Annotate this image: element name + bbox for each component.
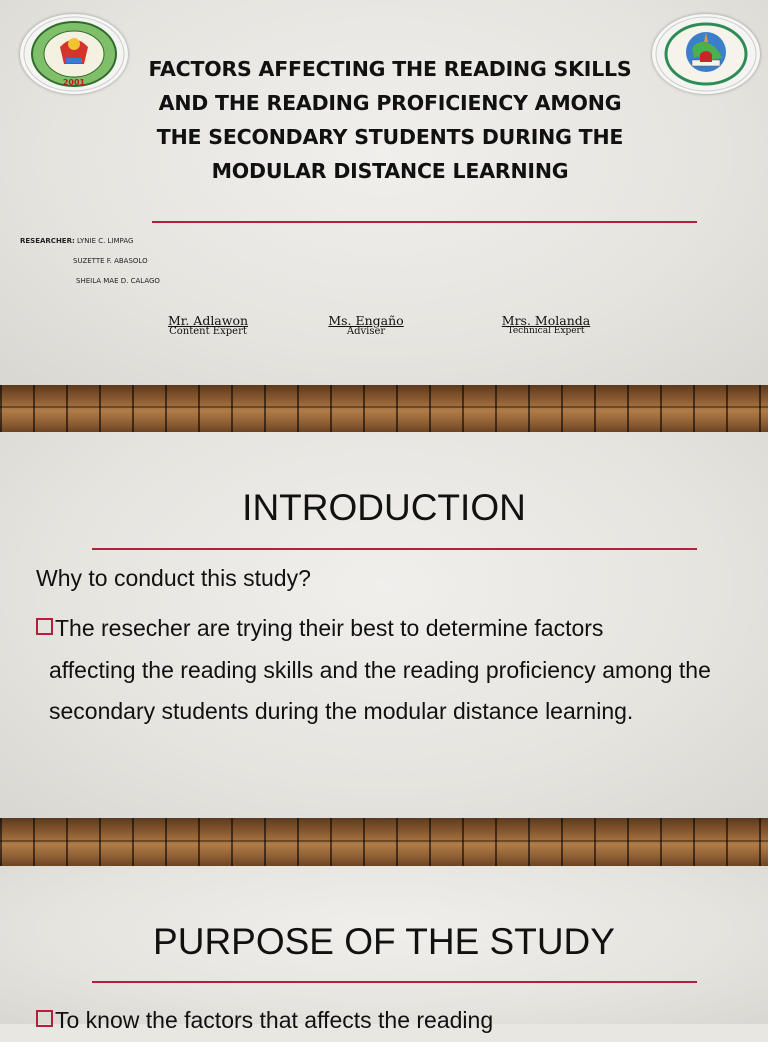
presentation-title xyxy=(130,52,650,188)
wood-floor-divider xyxy=(0,385,768,432)
intro-bullet xyxy=(36,608,716,733)
intro-question: Why to conduct this study? xyxy=(36,565,311,591)
checkbox-bullet-icon xyxy=(36,1010,53,1027)
college-seal-logo xyxy=(20,14,128,94)
intro-bullet-first-text: The resecher are trying their best to determine factors xyxy=(55,615,604,641)
purpose-bullet-text: To know the factors that affects the reading xyxy=(55,1007,494,1033)
purpose-bullet-first-line xyxy=(36,1000,716,1042)
panel-role-3: Technical Expert xyxy=(507,326,585,336)
researcher-line-1 xyxy=(20,237,133,245)
panel-role-1: Content Expert xyxy=(169,326,247,337)
panel-name-1: Mr. Adlawon xyxy=(167,313,249,328)
introduction-divider xyxy=(92,548,697,550)
title-slide xyxy=(0,0,768,385)
panel-member-2 xyxy=(306,313,426,337)
panel-name-2: Ms. Engaño xyxy=(328,313,404,328)
title-divider xyxy=(152,221,697,223)
purpose-divider xyxy=(92,981,697,983)
introduction-heading: INTRODUCTION xyxy=(242,487,526,528)
wood-floor-divider-2 xyxy=(0,818,768,866)
school-emblem-logo xyxy=(652,14,760,94)
intro-bullet-first-line xyxy=(36,608,716,650)
checkbox-bullet-icon xyxy=(36,618,53,635)
panel-role-2: Adviser xyxy=(346,326,386,337)
title-line-4: MODULAR DISTANCE LEARNING xyxy=(211,159,569,183)
title-line-3: THE SECONDARY STUDENTS DURING THE xyxy=(156,125,624,149)
intro-bullet-continuation: affecting the reading skills and the reading proficiency among the secondary students during the modular distance learning. xyxy=(49,656,711,724)
researcher-name-1: LYNIE C. LIMPAG xyxy=(77,237,134,245)
svg-text:2001: 2001 xyxy=(62,78,86,87)
purpose-heading: PURPOSE OF THE STUDY xyxy=(153,921,615,962)
researcher-name-3: SHEILA MAE D. CALAGO xyxy=(76,277,160,285)
panel-member-1 xyxy=(148,313,268,337)
title-line-2: AND THE READING PROFICIENCY AMONG xyxy=(158,91,622,115)
researcher-label: RESEARCHER: xyxy=(20,237,75,245)
panel-name-3: Mrs. Molanda xyxy=(501,313,591,328)
title-line-1: FACTORS AFFECTING THE READING SKILLS xyxy=(148,57,632,81)
panel-member-3 xyxy=(481,313,611,336)
researcher-name-2: SUZETTE F. ABASOLO xyxy=(73,257,148,265)
purpose-bullet xyxy=(36,1000,716,1042)
